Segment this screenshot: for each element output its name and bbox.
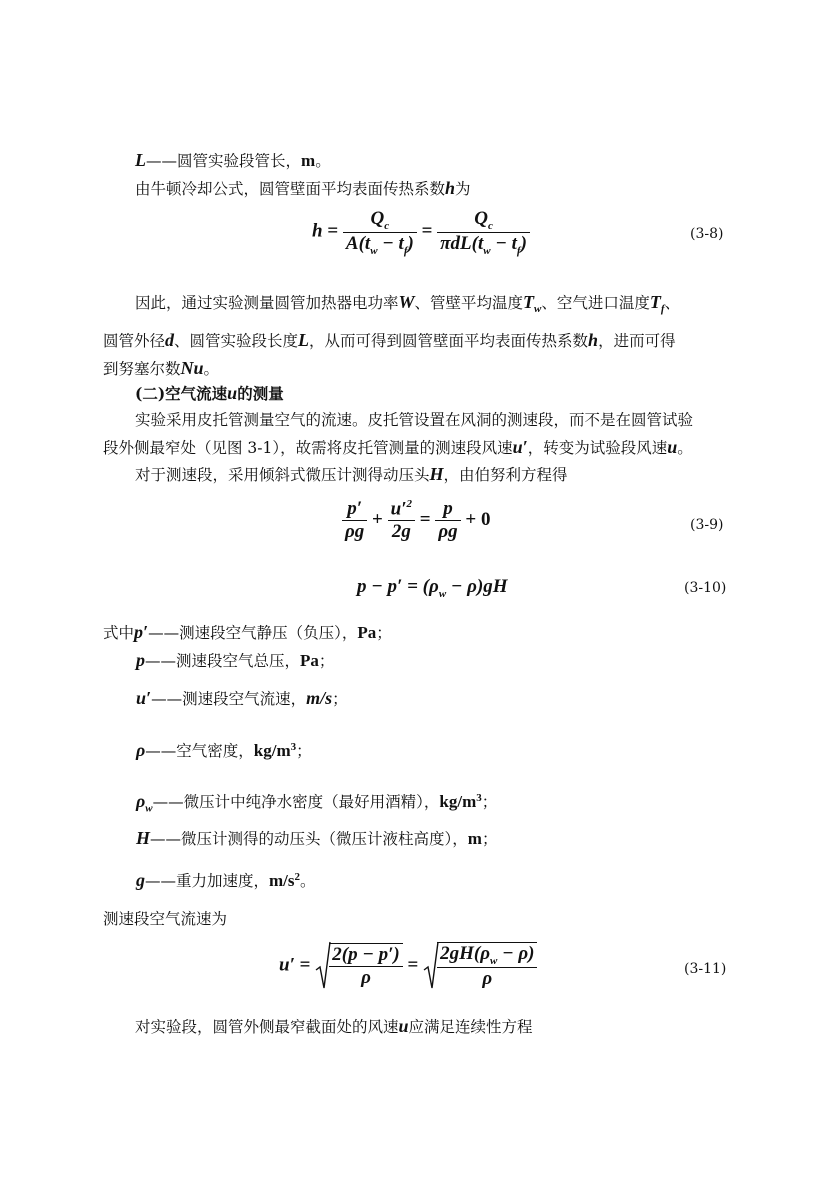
equation-3-9: $\frac{p'}{\rho g}$ + $\frac{u'^2}{2g}$ = $\frac{p}{\rho g}$ + 0	[342, 498, 491, 543]
where-p-prime: 式中p′——测速段空气静压（负压），Pa；	[103, 622, 392, 642]
bernoulli-intro: 对于测速段，采用倾斜式微压计测得动压头H，由伯努利方程得	[135, 464, 568, 484]
equation-3-8: h = $\frac{Q_c}{A(t_w - t_f)}$ = $\frac{Q_c}{\pi dL(t_w - t_f)}$	[312, 208, 530, 257]
where-p: p——测速段空气总压，Pa；	[136, 650, 335, 670]
equation-number-3-9: (3-9)	[690, 517, 724, 533]
newton-cooling-intro: 由牛顿冷却公式，圆管壁面平均表面传热系数h为	[135, 178, 471, 198]
pitot-paragraph-line1: 实验采用皮托管测量空气的流速。皮托管设置在风洞的测速段，而不是在圆管试验	[135, 411, 694, 429]
definition-L: L——圆管实验段管长，m。	[135, 150, 331, 170]
equation-3-11: u′ = $\frac{2(p - p')}{\rho}$ = $\frac{2gH(\rho_w - \rho)}{\rho}$	[279, 940, 537, 992]
where-rho: ρ——空气密度，$kg/m^3$；	[136, 740, 312, 761]
paragraph-conclusion-line3: 到努塞尔数Nu。	[103, 358, 220, 378]
section-heading: (二)空气流速u的测量	[135, 383, 284, 403]
equation-number-3-11: (3-11)	[684, 961, 727, 977]
equation-3-10: $p - p' = (\rho_w - \rho)gH$	[357, 576, 508, 600]
continuity-intro: 对实验段，圆管外侧最窄截面处的风速u应满足连续性方程	[135, 1016, 533, 1036]
paragraph-conclusion-line2: 圆管外径d、圆管实验段长度L，从而可得到圆管壁面平均表面传热系数h，进而可得	[103, 330, 676, 350]
where-u-prime: u′——测速段空气流速，m/s；	[136, 688, 348, 708]
velocity-intro: 测速段空气流速为	[103, 910, 228, 928]
where-g: g——重力加速度，$m/s^2$。	[136, 870, 316, 891]
paragraph-conclusion-line1: 因此，通过实验测量圆管加热器电功率W、管壁平均温度$T_w$、空气进口温度$T_f$、	[135, 292, 681, 316]
equation-number-3-10: (3-10)	[684, 580, 727, 596]
where-rho-w: $\rho_w——$微压计中纯净水密度（最好用酒精），$kg/m^3$；	[136, 791, 498, 815]
where-H: H——微压计测得的动压头（微压计液柱高度），m；	[136, 828, 498, 848]
pitot-paragraph-line2: 段外侧最窄处（见图 3-1），故需将皮托管测量的测速段风速u′，转变为试验段风速u。	[103, 437, 693, 457]
equation-number-3-8: (3-8)	[690, 226, 724, 242]
